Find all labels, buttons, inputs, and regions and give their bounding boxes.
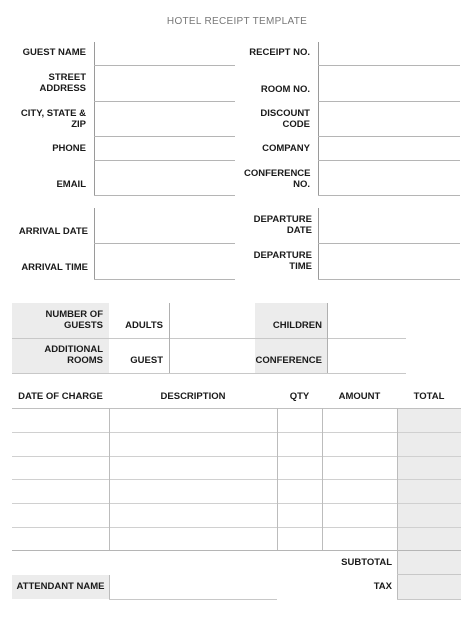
departure-date-field[interactable] [320, 208, 459, 242]
arrival-date-field[interactable] [96, 208, 234, 242]
description-cell[interactable] [110, 409, 277, 432]
guest-label: GUEST [130, 355, 163, 366]
email-label: EMAIL [56, 179, 86, 190]
street-address-text: STREET ADDRESS [39, 72, 86, 94]
total-cell[interactable] [398, 504, 461, 527]
attendant-name-field[interactable] [111, 575, 276, 599]
guest-name-label: GUEST NAME [22, 47, 86, 58]
conference-label: CONFERENCE [255, 355, 322, 366]
table-row-line [12, 550, 461, 551]
amount-cell[interactable] [323, 528, 397, 550]
children-label: CHILDREN [272, 320, 322, 331]
qty-cell[interactable] [278, 433, 322, 456]
conference-no-label [232, 168, 310, 190]
date-of-charge-cell[interactable] [12, 480, 109, 503]
amount-cell[interactable] [323, 480, 397, 503]
amount-cell[interactable] [323, 457, 397, 479]
arrival-date-label: ARRIVAL DATE [18, 226, 88, 237]
departure-time-label [232, 250, 312, 272]
tax-line [397, 599, 461, 600]
number-of-guests-text: NUMBER OF GUESTS [45, 309, 103, 331]
street-address-field[interactable] [96, 66, 234, 100]
tax-field[interactable] [398, 575, 461, 599]
qty-header: QTY [289, 391, 310, 402]
document-title: HOTEL RECEIPT TEMPLATE [166, 16, 308, 27]
street-address-label [10, 72, 86, 94]
guests-col-line [327, 303, 328, 373]
guests-col-line [169, 303, 170, 373]
phone-field[interactable] [96, 137, 234, 159]
departure-time-text: DEPARTURE TIME [253, 250, 312, 272]
date-of-charge-cell[interactable] [12, 433, 109, 456]
receipt-no-field[interactable] [320, 42, 459, 64]
description-cell[interactable] [110, 504, 277, 527]
guest-field-line [94, 195, 235, 196]
departure-date-label [232, 214, 312, 236]
city-state-zip-field[interactable] [96, 102, 234, 135]
amount-header: AMOUNT [338, 391, 381, 402]
arrival-field-line [94, 279, 235, 280]
adults-label: ADULTS [125, 320, 163, 331]
guests-row-line [12, 373, 406, 374]
city-state-zip-label [10, 108, 86, 130]
tax-label: TAX [373, 581, 392, 592]
qty-cell[interactable] [278, 409, 322, 432]
departure-date-text: DEPARTURE DATE [253, 214, 312, 236]
guest-count-field[interactable] [171, 339, 253, 372]
company-field-line [318, 195, 460, 196]
description-cell[interactable] [110, 480, 277, 503]
discount-code-text: DISCOUNT CODE [260, 108, 310, 130]
total-cell[interactable] [398, 528, 461, 550]
email-field[interactable] [96, 161, 234, 194]
attendant-divider [109, 575, 110, 599]
total-cell[interactable] [398, 409, 461, 432]
discount-code-field[interactable] [320, 102, 459, 135]
room-no-label: ROOM NO. [260, 84, 310, 95]
qty-cell[interactable] [278, 504, 322, 527]
date-of-charge-cell[interactable] [12, 409, 109, 432]
city-state-zip-text: CITY, STATE & ZIP [20, 108, 86, 130]
qty-cell[interactable] [278, 457, 322, 479]
attendant-line [109, 599, 277, 600]
qty-cell[interactable] [278, 480, 322, 503]
receipt-no-label: RECEIPT NO. [249, 47, 310, 58]
arrival-time-label: ARRIVAL TIME [21, 262, 88, 273]
subtotal-field[interactable] [398, 551, 461, 574]
total-cell[interactable] [398, 457, 461, 479]
date-of-charge-cell[interactable] [12, 504, 109, 527]
additional-rooms-label [14, 344, 103, 366]
total-cell[interactable] [398, 433, 461, 456]
total-cell[interactable] [398, 480, 461, 503]
description-cell[interactable] [110, 433, 277, 456]
children-field[interactable] [329, 304, 405, 337]
conference-no-field[interactable] [320, 161, 459, 194]
subtotal-label: SUBTOTAL [341, 557, 392, 568]
date-of-charge-header: DATE OF CHARGE [18, 391, 103, 402]
company-label: COMPANY [262, 143, 310, 154]
attendant-name-label: ATTENDANT NAME [16, 581, 105, 592]
amount-cell[interactable] [323, 504, 397, 527]
date-of-charge-cell[interactable] [12, 528, 109, 550]
room-no-field[interactable] [320, 66, 459, 100]
guest-name-field[interactable] [96, 42, 234, 64]
departure-time-field[interactable] [320, 244, 459, 278]
number-of-guests-label [14, 309, 103, 331]
description-cell[interactable] [110, 457, 277, 479]
phone-label: PHONE [52, 143, 86, 154]
conference-field[interactable] [329, 339, 405, 372]
arrival-time-field[interactable] [96, 244, 234, 278]
date-of-charge-cell[interactable] [12, 457, 109, 479]
amount-cell[interactable] [323, 409, 397, 432]
additional-rooms-text: ADDITIONAL ROOMS [44, 344, 103, 366]
qty-cell[interactable] [278, 528, 322, 550]
adults-field[interactable] [171, 304, 253, 337]
description-cell[interactable] [110, 528, 277, 550]
amount-cell[interactable] [323, 433, 397, 456]
description-header: DESCRIPTION [160, 391, 226, 402]
discount-code-label [232, 108, 310, 130]
conference-no-text: CONFERENCE NO. [244, 168, 311, 190]
total-header: TOTAL [413, 391, 445, 402]
company-field[interactable] [320, 137, 459, 159]
departure-field-line [318, 279, 460, 280]
